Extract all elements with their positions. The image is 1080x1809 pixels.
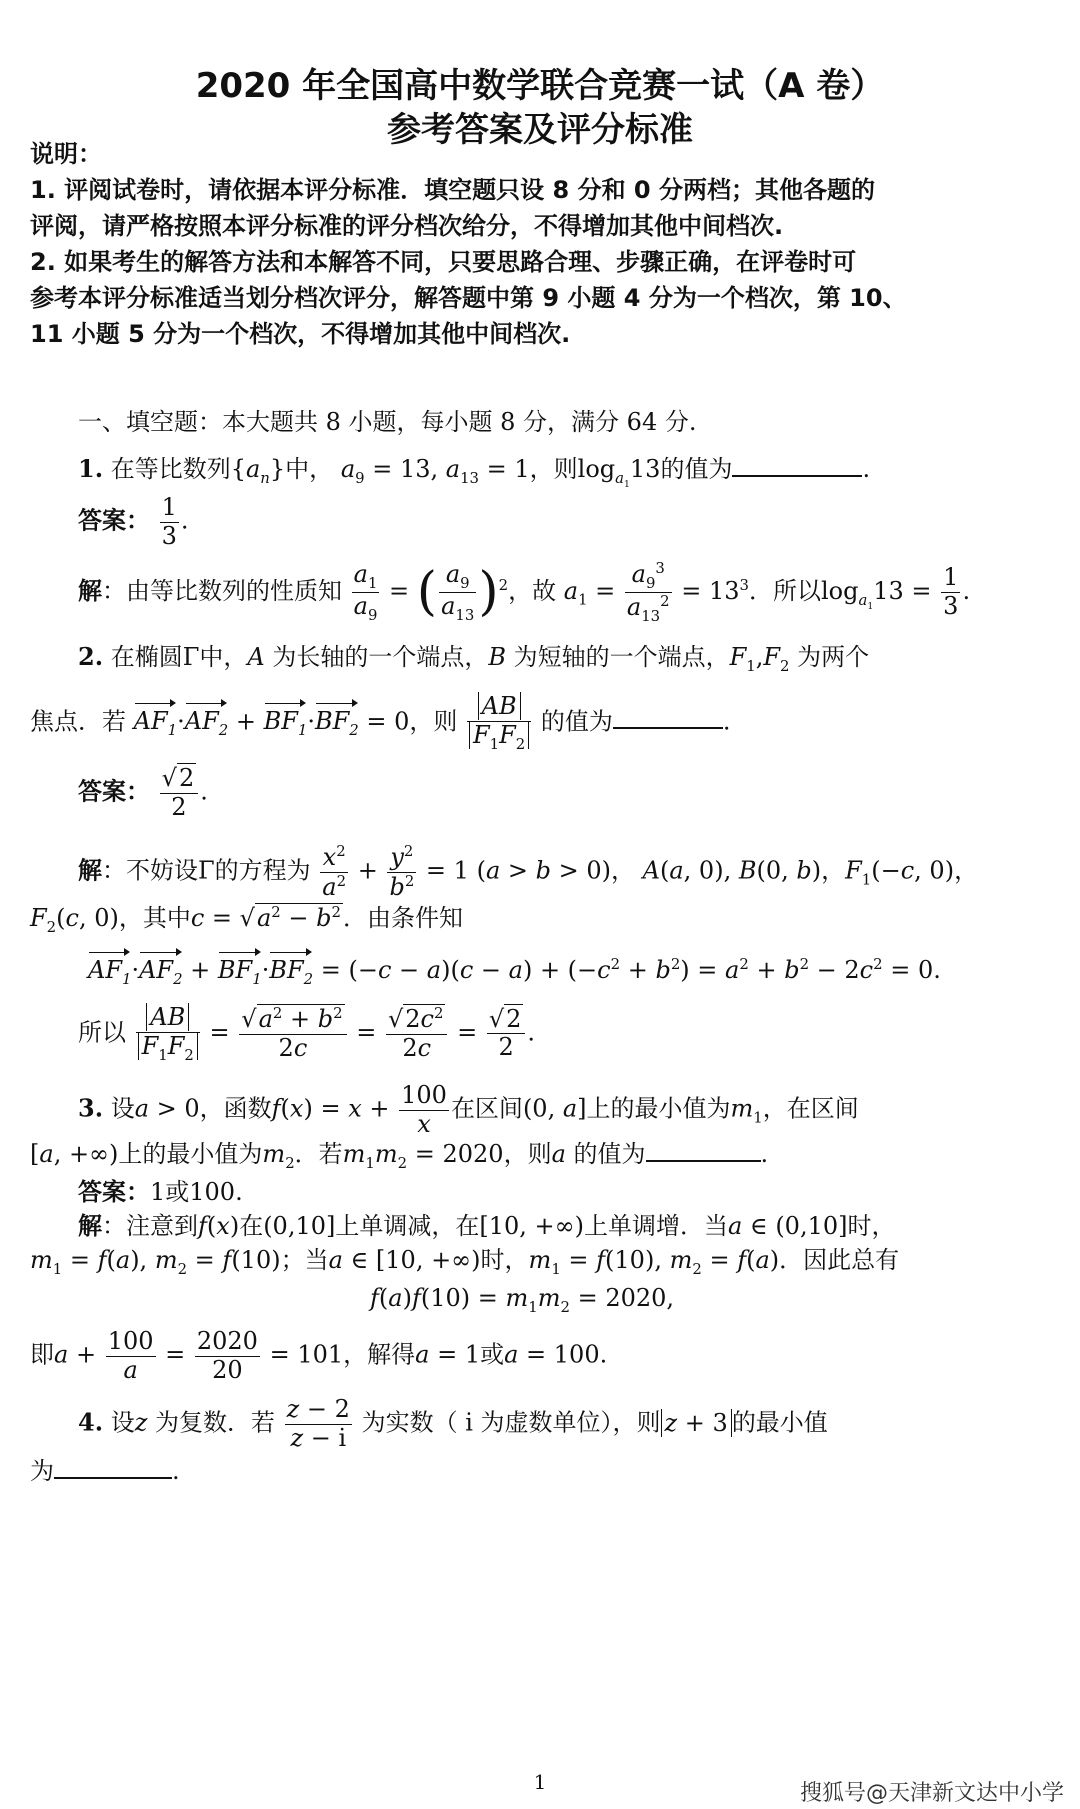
question-3-solution-line-3: $f(a)f(10) = m_1m_2 = 2020$, — [370, 1284, 675, 1316]
question-1-answer: 答案： $\frac{1}{3}$ . — [78, 493, 189, 550]
note-2-line-2: 参考本评分标准适当划分档次评分，解答题中第 9 小题 4 分为一个档次，第 10、 — [30, 284, 907, 312]
question-3-solution-line-2: $m_1 = f(a)$, $m_2 = f(10)$；当a ∈ [10, +∞)时，$m_1 = f(10)$, $m_2 = f(a)$．因此总有 — [30, 1246, 900, 1278]
page-title: 2020 年全国高中数学联合竞赛一试（A 卷） — [195, 66, 885, 106]
page-subtitle: 参考答案及评分标准 — [387, 110, 693, 150]
question-3-solution-line-1: 解：注意到f(x)在(0,10]上单调减，在[10, +∞)上单调增．当a ∈ (0,10]时， — [78, 1212, 896, 1240]
question-3-stem-line-1: 3. 设a > 0，函数f(x) = x + $\frac{100}{x}$ 在区间(0, a]上的最小值为$m_1$，在区间 — [78, 1081, 859, 1138]
answer-blank-3 — [646, 1138, 761, 1162]
question-4-stem-line-1: 4. 设z 为复数．若 $\frac{z - 2}{z - i}$ 为实数（ i 为虚数单位），则 z + 3 的最小值 — [78, 1395, 828, 1452]
note-2-line-3: 11 小题 5 分为一个档次，不得增加其他中间档次. — [30, 320, 571, 348]
question-4-stem-line-2: 为 . — [30, 1457, 180, 1485]
question-2-answer: 答案： $\frac{√2}{2}$ . — [78, 764, 208, 821]
question-3-answer: 答案：1或100. — [78, 1178, 243, 1206]
answer-blank-1 — [732, 453, 862, 477]
note-1-line-1: 1. 评阅试卷时，请依据本评分标准．填空题只设 8 分和 0 分两档；其他各题的 — [30, 176, 875, 204]
question-2-solution-line-1: 解：不妨设Γ的方程为 $\frac{x^2}{a^2}$ + $\frac{y^2}{b^2}$ = 1 (a > b > 0)， A(a, 0), B(0, b)，$F_1(-c$, 0)， — [78, 842, 979, 901]
question-3-solution-line-4: 即a + $\frac{100}{a}$ = $\frac{2020}{20}$ = 101，解得a = 1或a = 100. — [30, 1327, 608, 1384]
question-3-stem-line-2: [a, +∞)上的最小值为$m_2$．若$m_1m_2 = 2020$，则a 的值为 . — [30, 1140, 769, 1172]
note-1-line-2: 评阅，请严格按照本评分标准的评分档次给分，不得增加其他中间档次. — [30, 212, 784, 240]
note-2-line-1: 2. 如果考生的解答方法和本解答不同，只要思路合理、步骤正确，在评卷时可 — [30, 248, 857, 276]
watermark: 搜狐号@天津新文达中小学 — [799, 1781, 1064, 1806]
notes-heading: 说明： — [30, 140, 102, 168]
question-1-stem: 1. 在等比数列$\{a_n\}$中， $a_9 = 13$, $a_{13} = 1$，则$\log_{a_1}13$的值为 . — [78, 454, 871, 490]
section-heading: 一、填空题：本大题共 8 小题，每小题 8 分，满分 64 分. — [78, 408, 697, 436]
question-2-solution-line-2: $F_2(c$, 0)，其中$c = √a^2 - b^2$．由条件知 — [30, 903, 463, 936]
question-2-stem-line-2: 焦点．若 $AF_1\cdot AF_2 + BF_1\cdot BF_2 = 0$，则 $\frac{AB}{F_1F_2}$ 的值为 . — [30, 692, 731, 753]
question-1-solution: 解：由等比数列的性质知 $\frac{a_1}{a_9}$ = ( $\frac{a_9}{a_{13}}$ )$^2$，故 $a_1$ = $\frac{a_9^3}{a_{13}^2}$ = $13^3$．所以$\log_{a_1}13$ = $\frac{1}{3}$ . — [78, 559, 971, 625]
question-2-solution-line-4: 所以 $\frac{AB}{F_1F_2}$ = $\frac{√a^2 + b^2}{2c}$ = $\frac{√2c^2}{2c}$ = $\frac{√2}{2}$ . — [78, 1003, 536, 1064]
question-2-stem-line-1: 2. 在椭圆Γ中，A 为长轴的一个端点，B 为短轴的一个端点，$F_1,F_2$ 为两个 — [78, 642, 870, 675]
question-2-solution-line-3: $AF_1\cdot AF_2 + BF_1\cdot BF_2 = (-c - a)(c - a) + (-c^2 + b^2) = a^2 + b^2 - 2c^2 = 0$. — [88, 950, 941, 989]
answer-blank-2 — [613, 705, 723, 729]
answer-blank-4 — [54, 1455, 172, 1479]
page-number: 1 — [533, 1770, 547, 1794]
